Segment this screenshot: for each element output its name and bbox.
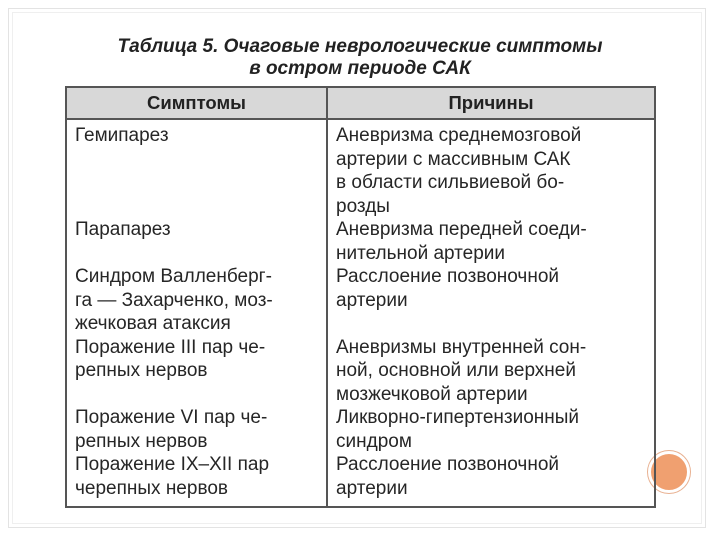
symptom-cell bbox=[66, 265, 327, 336]
cause-line: синдром bbox=[336, 430, 412, 452]
title-line-2: в остром периоде САК bbox=[249, 58, 471, 79]
cause-line: нительной артерии bbox=[336, 242, 506, 264]
cause-cell bbox=[327, 119, 655, 218]
cause-line: ной, основной или верхней bbox=[336, 360, 576, 381]
cause-line: Расслоение позвоночной bbox=[336, 454, 560, 475]
symptom-line: га — Захарченко, моз- bbox=[75, 289, 273, 311]
symptom-line bbox=[75, 242, 320, 266]
table-header-row bbox=[66, 87, 655, 119]
symptom-cell bbox=[66, 453, 327, 507]
cause-line: Аневризмы внутренней сон- bbox=[336, 336, 587, 358]
cause-cell bbox=[327, 265, 655, 336]
symptom-cell bbox=[66, 406, 327, 453]
symptom-line: Поражение III пар че- bbox=[75, 336, 266, 358]
symptom-line bbox=[75, 195, 320, 219]
cause-line: в области сильвиевой бо- bbox=[336, 172, 565, 193]
symptoms-table bbox=[65, 86, 656, 508]
symptom-line bbox=[75, 148, 320, 172]
symptom-cell bbox=[66, 119, 327, 218]
cause-line: мозжечковой артерии bbox=[336, 383, 528, 405]
cause-line: Ликворно-гипертензионный bbox=[336, 407, 580, 428]
cause-line: Аневризма передней соеди- bbox=[336, 219, 587, 240]
table-row bbox=[66, 218, 655, 265]
symptom-line bbox=[75, 171, 320, 195]
cause-line: Расслоение позвоночной bbox=[336, 266, 560, 287]
cause-line: Аневризма среднемозговой bbox=[336, 125, 582, 146]
header-causes: Причины bbox=[327, 87, 655, 119]
header-symptoms: Симптомы bbox=[66, 87, 327, 119]
table-row bbox=[66, 265, 655, 336]
table-title bbox=[64, 36, 656, 80]
title-line-1: Таблица 5. Очаговые неврологические симптомы bbox=[117, 36, 603, 57]
symptom-line: Парапарез bbox=[75, 219, 171, 240]
cause-line: розды bbox=[336, 195, 390, 217]
table-row bbox=[66, 119, 655, 218]
symptom-line: Синдром Валленберг- bbox=[75, 266, 272, 287]
symptom-line: Гемипарез bbox=[75, 125, 169, 146]
cause-line: артерии bbox=[336, 289, 408, 311]
symptom-line bbox=[75, 383, 320, 407]
table-row bbox=[66, 453, 655, 507]
symptom-line: репных нервов bbox=[75, 430, 208, 452]
symptom-line: черепных нервов bbox=[75, 477, 228, 499]
cause-line: артерии bbox=[336, 477, 408, 499]
cause-cell bbox=[327, 406, 655, 453]
cause-line: артерии с массивным САК bbox=[336, 148, 571, 170]
cause-cell bbox=[327, 336, 655, 407]
symptom-line: жечковая атаксия bbox=[75, 313, 231, 334]
table-row bbox=[66, 336, 655, 407]
cause-line bbox=[336, 312, 648, 336]
cause-cell bbox=[327, 218, 655, 265]
symptom-line: Поражение IX–XII пар bbox=[75, 454, 270, 475]
symptom-cell bbox=[66, 218, 327, 265]
symptom-line: Поражение VI пар че- bbox=[75, 407, 268, 428]
table-row bbox=[66, 406, 655, 453]
cause-cell bbox=[327, 453, 655, 507]
symptom-cell bbox=[66, 336, 327, 407]
symptom-line: репных нервов bbox=[75, 360, 208, 381]
